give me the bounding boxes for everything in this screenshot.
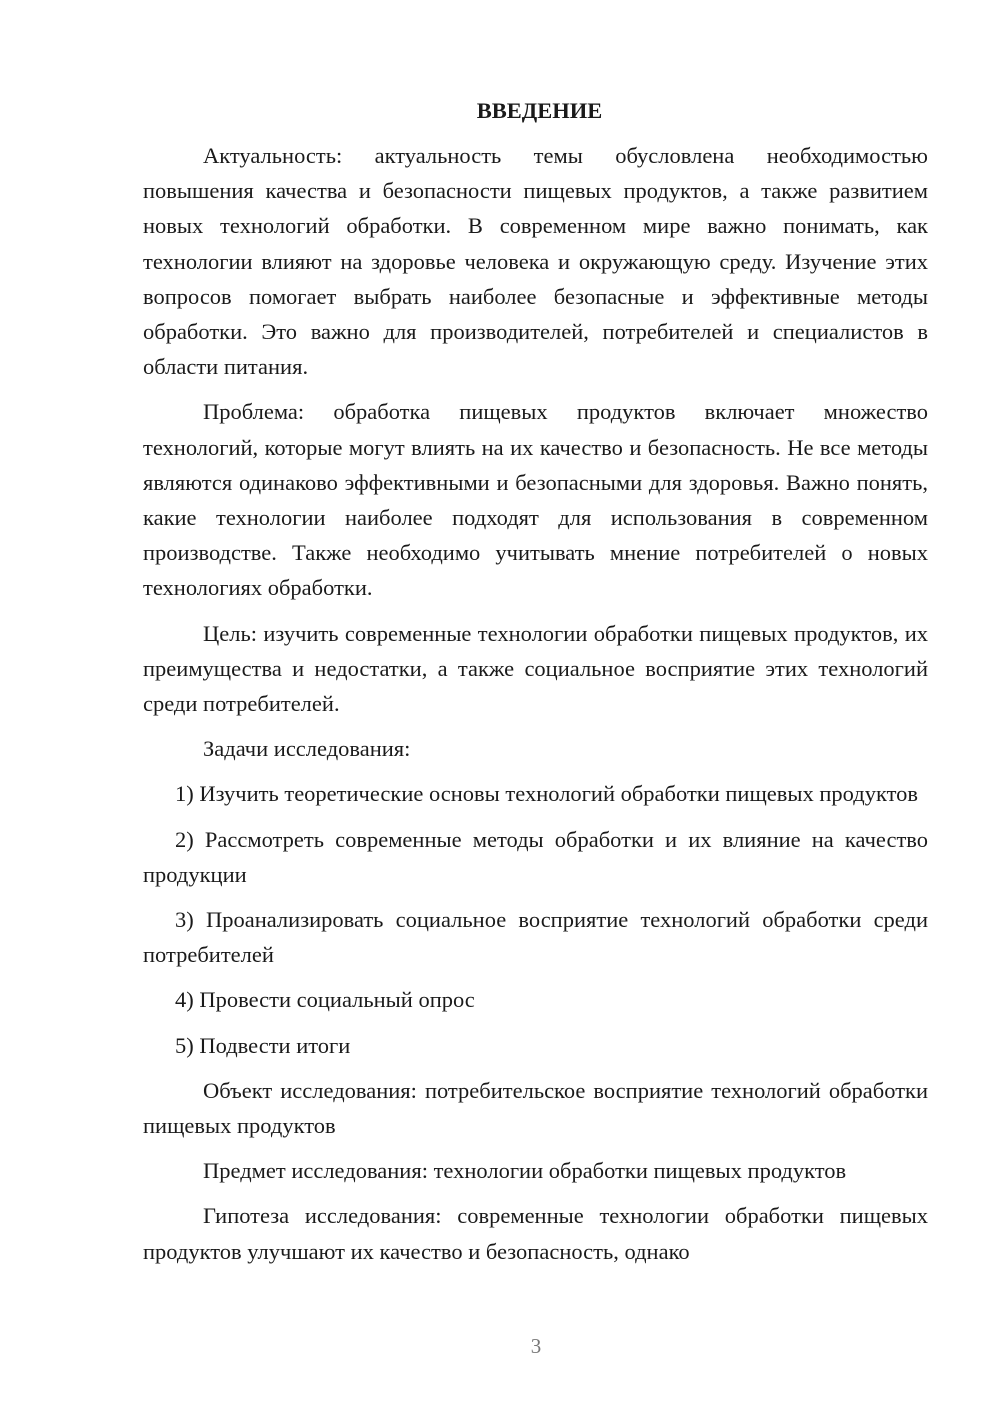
paragraph-subject: Предмет исследования: технологии обработки пищевых продуктов — [203, 1158, 847, 1184]
paragraph-object: Объект исследования: потребительское восприятие технологий обработки пищевых продуктов — [143, 1077, 928, 1139]
page-number: 3 — [530, 1334, 542, 1358]
paragraph-hypothesis: Гипотеза исследования: современные технологии обработки пищевых продуктов улучшают их качество и безопасность, однако — [143, 1203, 928, 1264]
task-item-3: 3) Проанализировать социальное восприятие технологий обработки среди потребителей — [143, 907, 928, 968]
task-item-4: 4) Провести социальный опрос — [175, 987, 475, 1013]
section-heading: ВВЕДЕНИЕ — [476, 98, 603, 123]
task-item-1: 1) Изучить теоретические основы технологий обработки пищевых продуктов — [175, 781, 919, 807]
paragraph-tasks-heading: Задачи исследования: — [203, 736, 411, 762]
paragraph-relevance: Актуальность: актуальность темы обусловлена необходимостью повышения качества и безопасности пищевых продуктов, а также развитием новых технологий обработки. В современном мире важно понимать, как технологии влияют на здоровье человека и окружающую среду. Изучение этих вопросов помогает выбрать наиболее безопасные и эффективные методы обработки. Это важно для производителей, потребителей и специалистов в области питания. — [143, 143, 928, 380]
paragraph-problem: Проблема: обработка пищевых продуктов включает множество технологий, которые могут влиять на их качество и безопасность. Не все методы являются одинаково эффективными и безопасными для здоровья. Важно понять, какие технологии наиболее подходят для использования в современном производстве. Также необходимо учитывать мнение потребителей о новых технологиях обработки. — [143, 399, 928, 601]
page-content — [143, 94, 928, 1279]
paragraph-goal: Цель: изучить современные технологии обработки пищевых продуктов, их преимущества и недостатки, а также социальное восприятие этих технологий среди потребителей. — [143, 620, 928, 717]
task-item-5: 5) Подвести итоги — [175, 1032, 351, 1058]
task-item-2: 2) Рассмотреть современные методы обработки и их влияние на качество продукции — [143, 826, 928, 887]
